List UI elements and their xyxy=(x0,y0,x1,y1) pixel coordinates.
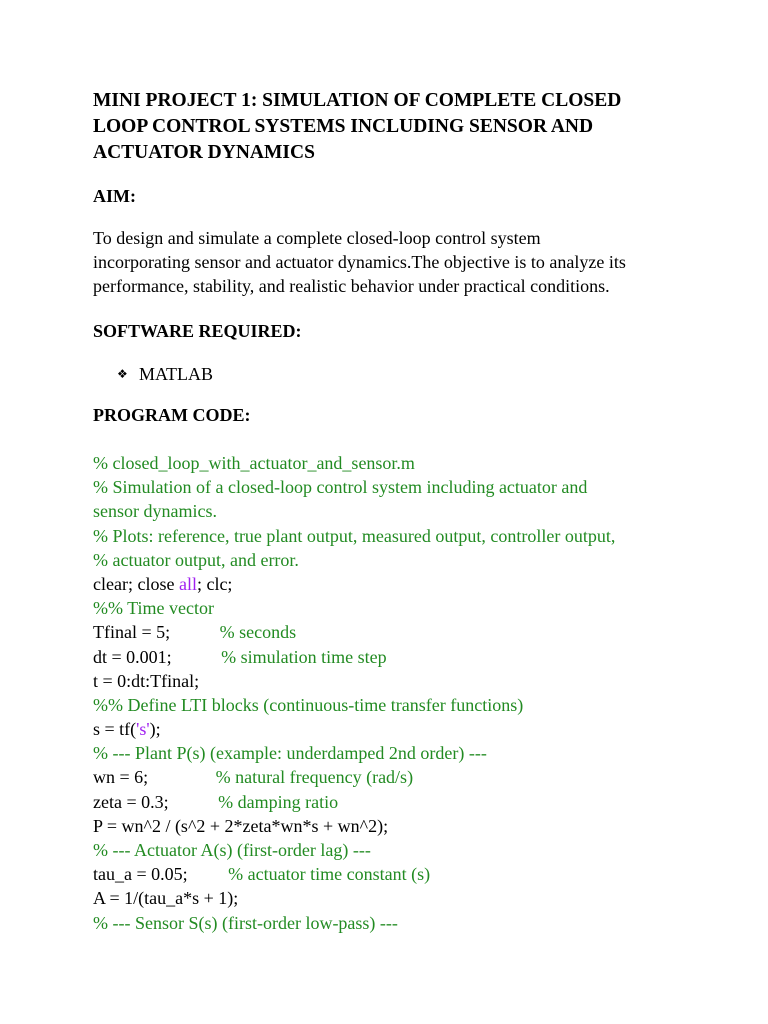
code-line xyxy=(93,548,615,572)
software-list xyxy=(117,362,213,386)
code-line xyxy=(93,669,615,693)
code-keyword: all xyxy=(178,573,197,594)
aim-paragraph xyxy=(93,226,626,298)
aim-line-1: To design and simulate a complete closed-loop control system xyxy=(93,228,541,248)
software-heading: SOFTWARE REQUIRED: xyxy=(93,321,302,341)
aim-heading: AIM: xyxy=(93,186,136,206)
list-item xyxy=(117,362,213,386)
code-text: wn = 6; xyxy=(93,767,216,788)
code-text: ; clc; xyxy=(196,573,233,594)
code-comment: % closed_loop_with_actuator_and_sensor.m xyxy=(93,453,415,473)
code-line xyxy=(93,645,615,669)
aim-line-3: performance, stability, and realistic behavior under practical conditions. xyxy=(93,276,610,296)
code-line xyxy=(93,862,615,886)
code-comment: % --- Plant P(s) (example: underdamped 2nd order) --- xyxy=(93,743,487,764)
code-comment: % --- Actuator A(s) (first-order lag) --- xyxy=(93,840,371,860)
code-line xyxy=(93,765,615,789)
code-comment: % natural frequency (rad/s) xyxy=(215,767,414,788)
program-code-block xyxy=(93,451,615,935)
code-line xyxy=(93,886,615,910)
code-comment: % damping ratio xyxy=(218,791,339,812)
code-text: tau_a = 0.05; xyxy=(93,864,229,885)
code-comment: %% Define LTI blocks (continuous-time transfer functions) xyxy=(93,694,524,715)
code-comment: % actuator output, and error. xyxy=(93,549,299,570)
title-line-3: ACTUATOR DYNAMICS xyxy=(93,142,315,163)
document-title xyxy=(93,88,693,166)
code-line xyxy=(93,911,615,935)
code-line xyxy=(93,451,615,475)
code-text: s = tf( xyxy=(93,719,137,740)
code-comment: %% Time vector xyxy=(93,598,214,619)
code-comment: % Simulation of a closed-loop control system including actuator and xyxy=(93,477,588,498)
code-comment: sensor dynamics. xyxy=(93,501,217,522)
program-heading: PROGRAM CODE: xyxy=(93,405,251,425)
code-line xyxy=(93,814,615,838)
code-line xyxy=(93,524,615,548)
code-line xyxy=(93,572,615,596)
code-line xyxy=(93,475,615,499)
code-line xyxy=(93,620,615,644)
software-item-label: MATLAB xyxy=(139,364,214,384)
code-text: P = wn^2 / (s^2 + 2*zeta*wn*s + wn^2); xyxy=(93,815,389,836)
code-line xyxy=(93,790,615,814)
code-line xyxy=(93,717,615,741)
code-text: Tfinal = 5; xyxy=(93,622,220,643)
code-text: ); xyxy=(149,719,161,740)
code-text: t = 0:dt:Tfinal; xyxy=(93,670,200,691)
code-line xyxy=(93,838,615,862)
code-comment: % --- Sensor S(s) (first-order low-pass) --- xyxy=(93,912,398,933)
title-line-2: LOOP CONTROL SYSTEMS INCLUDING SENSOR AND xyxy=(93,116,594,137)
aim-line-2: incorporating sensor and actuator dynamics.The objective is to analyze its xyxy=(93,252,626,272)
code-line xyxy=(93,693,615,717)
code-line xyxy=(93,596,615,620)
title-line-1: MINI PROJECT 1: SIMULATION OF COMPLETE CLOSED xyxy=(93,90,622,111)
code-comment: % actuator time constant (s) xyxy=(228,864,431,885)
code-text: zeta = 0.3; xyxy=(93,791,219,812)
code-keyword: 's' xyxy=(136,719,150,740)
code-text: dt = 0.001; xyxy=(93,646,222,667)
code-text: A = 1/(tau_a*s + 1); xyxy=(93,888,239,909)
code-comment: % simulation time step xyxy=(221,646,387,667)
code-comment: % Plots: reference, true plant output, measured output, controller output, xyxy=(93,525,616,546)
code-comment: % seconds xyxy=(219,622,297,643)
code-text: clear; close xyxy=(93,573,179,594)
code-line xyxy=(93,741,615,765)
code-line xyxy=(93,499,615,523)
diamond-bullet-icon: ❖ xyxy=(117,367,128,381)
